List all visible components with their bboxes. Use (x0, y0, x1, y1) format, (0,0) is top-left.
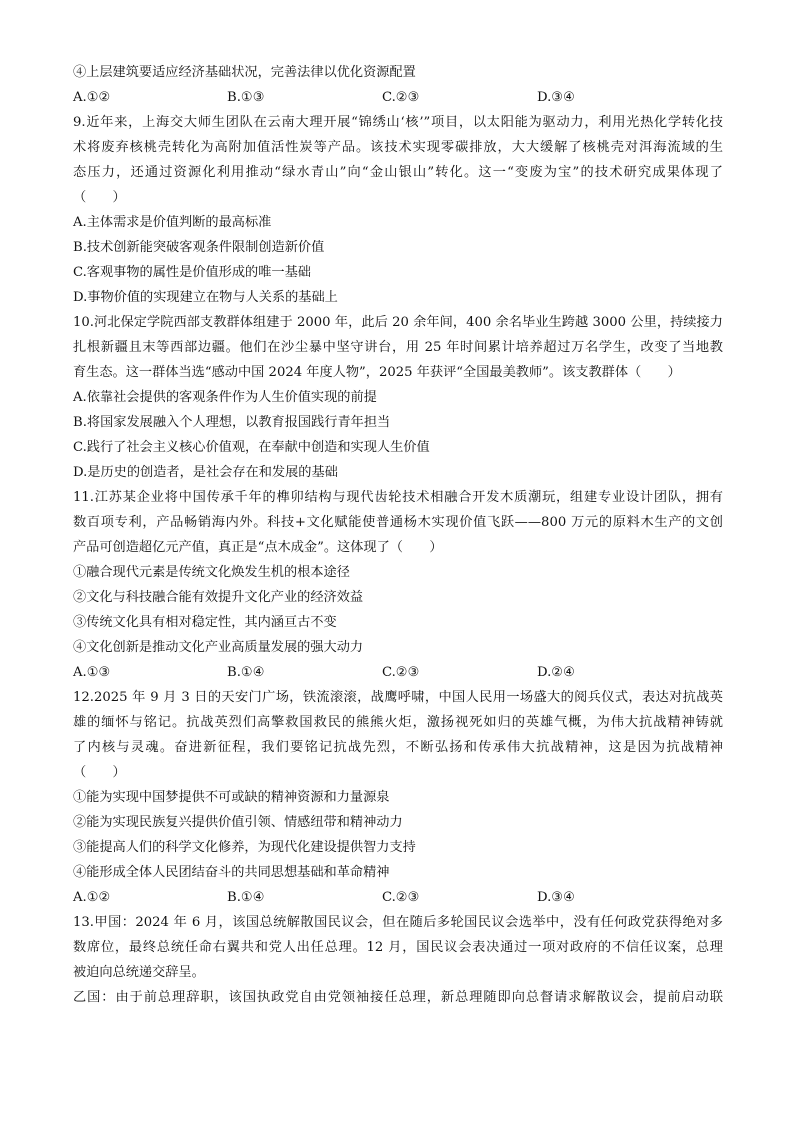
q12-item-3: ③能提高人们的科学文化修养，为现代化建设提供智力支持 (73, 840, 416, 855)
q8-option-c: C.②③ (382, 90, 420, 105)
q12-answer-blank: （ ） (73, 765, 126, 780)
q12-option-c: C.②③ (382, 890, 420, 905)
q11-item-1: ①融合现代元素是传统文化焕发生机的根本途径 (73, 565, 350, 580)
q12-option-a: A.①② (73, 890, 111, 905)
q11-option-b: B.①④ (227, 665, 265, 680)
q12-stem-line: 12.2025 年 9 月 3 日的天安门广场，铁流滚滚，战鹰呼啸，中国人民用一场盛大的阅兵仪式，表达对抗战英 (73, 690, 723, 705)
q10-stem-line: 10.河北保定学院西部支教群体组建于 2000 年，此后 20 余年间，400 余名毕业生跨越 3000 公里，持续接力 (73, 315, 723, 330)
q12-option-b: B.①④ (227, 890, 265, 905)
q9-stem-line: 态压力，还通过资源化利用推动“绿水青山”向“金山银山”转化。这一“变废为宝”的技术研究成果体现了 (73, 165, 723, 180)
q10-stem-line: 育生态。这一群体当选“感动中国 2024 年度人物”，2025 年获评“全国最美教师”。该支教群体（ ） (73, 365, 681, 380)
q11-item-2: ②文化与科技融合能有效提升文化产业的经济效益 (73, 590, 364, 605)
q9-choice-c: C.客观事物的属性是价值形成的唯一基础 (73, 265, 311, 280)
q13-stem-line: 数席位，最终总统任命右翼共和党人出任总理。12 月，国民议会表决通过一项对政府的不信任议案，总理 (73, 940, 723, 955)
q10-choice-b: B.将国家发展融入个人理想，以教育报国践行青年担当 (73, 415, 391, 430)
q11-option-a: A.①③ (73, 665, 111, 680)
q12-option-d: D.③④ (537, 890, 575, 905)
q8-option-a: A.①② (73, 90, 111, 105)
q11-item-4: ④文化创新是推动文化产业高质量发展的强大动力 (73, 640, 364, 655)
q12-item-1: ①能为实现中国梦提供不可或缺的精神资源和力量源泉 (73, 790, 390, 805)
q11-stem-line: 产品可创造超亿元产值，真正是“点木成金”。这体现了（ ） (73, 540, 443, 555)
q11-stem-line: 11.江苏某企业将中国传承千年的榫卯结构与现代齿轮技术相融合开发木质潮玩，组建专业设计团队，拥有 (73, 490, 723, 505)
q8-item-4: ④上层建筑要适应经济基础状况，完善法律以优化资源配置 (73, 65, 416, 80)
q12-stem-line: 雄的缅怀与铭记。抗战英烈们高擎救国救民的熊熊火炬，激扬视死如归的英雄气概，为伟大抗战精神铸就 (73, 715, 723, 730)
q10-choice-d: D.是历史的创造者，是社会存在和发展的基础 (73, 465, 338, 480)
q9-choice-d: D.事物价值的实现建立在物与人关系的基础上 (73, 290, 338, 305)
q10-choice-c: C.践行了社会主义核心价值观，在奉献中创造和实现人生价值 (73, 440, 430, 455)
q13-stem-line: 被迫向总统递交辞呈。 (73, 965, 205, 980)
q10-choice-a: A.依靠社会提供的客观条件作为人生价值实现的前提 (73, 390, 377, 405)
q12-item-2: ②能为实现民族复兴提供价值引领、情感纽带和精神动力 (73, 815, 403, 830)
q11-item-3: ③传统文化具有相对稳定性，其内涵亘古不变 (73, 615, 337, 630)
q13-stem-line: 13.甲国：2024 年 6 月，该国总统解散国民议会，但在随后多轮国民议会选举中，没有任何政党获得绝对多 (73, 915, 723, 930)
q11-option-c: C.②③ (382, 665, 420, 680)
q8-option-b: B.①③ (227, 90, 265, 105)
q12-item-4: ④能形成全体人民团结奋斗的共同思想基础和革命精神 (73, 865, 390, 880)
q13-stem-line: 乙国：由于前总理辞职，该国执政党自由党领袖接任总理，新总理随即向总督请求解散议会，提前启动联 (73, 990, 723, 1005)
q11-option-d: D.②④ (537, 665, 575, 680)
q9-choice-b: B.技术创新能突破客观条件限制创造新价值 (73, 240, 325, 255)
q8-option-d: D.③④ (537, 90, 575, 105)
q12-stem-line: 了内核与灵魂。奋进新征程，我们要铭记抗战先烈，不断弘扬和传承伟大抗战精神，这是因为抗战精神 (73, 740, 723, 755)
q10-stem-line: 扎根新疆且末等西部边疆。他们在沙尘暴中坚守讲台，用 25 年时间累计培养超过万名学生，改变了当地教 (73, 340, 723, 355)
q11-stem-line: 数百项专利，产品畅销海内外。科技+文化赋能使普通杨木实现价值飞跃——800 万元的原料木生产的文创 (73, 515, 723, 530)
q9-choice-a: A.主体需求是价值判断的最高标准 (73, 215, 272, 230)
q9-stem-line: 术将废弃核桃壳转化为高附加值活性炭等产品。该技术实现零碳排放，大大缓解了核桃壳对洱海流域的生 (73, 140, 723, 155)
q9-stem-line: 9.近年来，上海交大师生团队在云南大理开展“锦绣山‘核’”项目，以太阳能为驱动力，利用光热化学转化技 (73, 115, 723, 130)
q9-answer-blank: （ ） (73, 190, 126, 205)
